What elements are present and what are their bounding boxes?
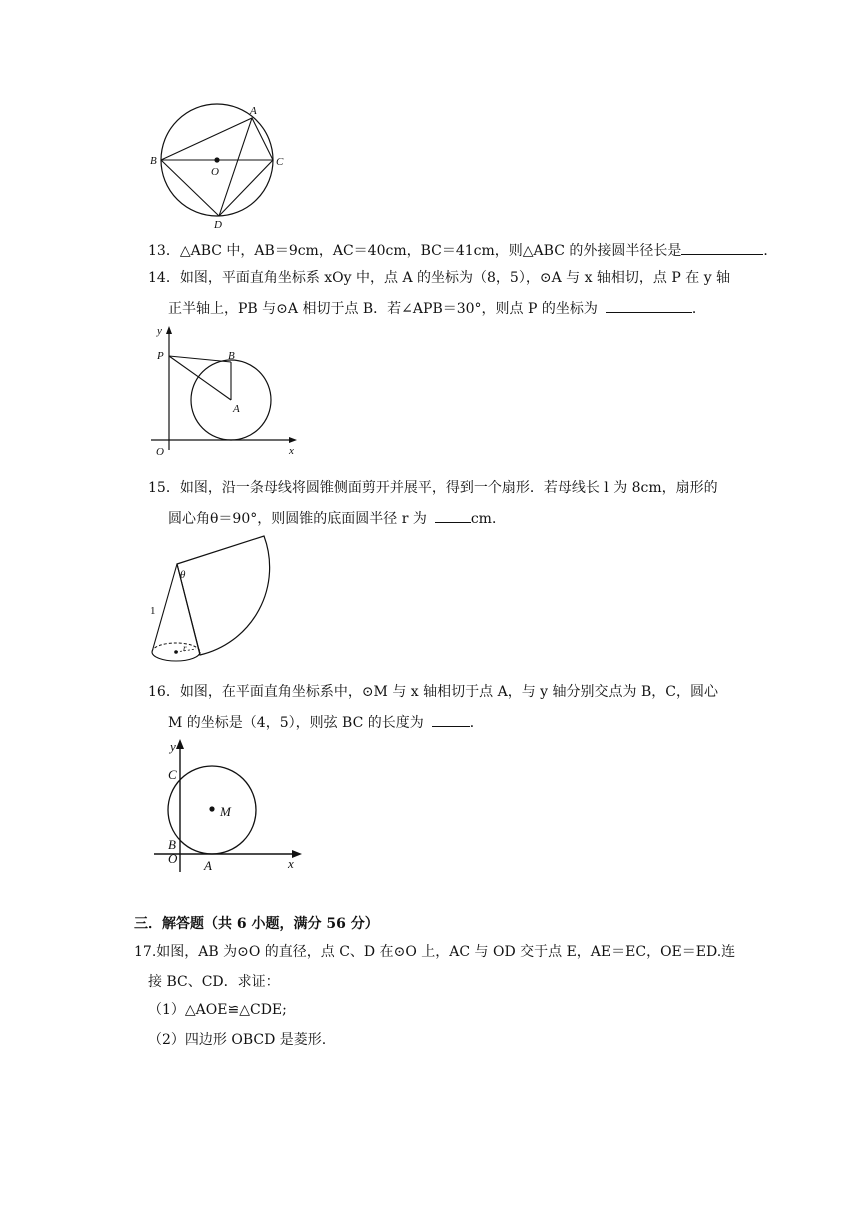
question-17-number: 17.	[134, 944, 157, 960]
label-theta: θ	[180, 569, 186, 581]
label-y: y	[157, 325, 162, 337]
label-l: 1	[150, 605, 156, 617]
question-15-line-2: 圆心角θ＝90°，则圆锥的底面圆半径 r 为 cm．	[168, 508, 506, 529]
label-B: B	[150, 155, 157, 167]
label-y: y	[170, 739, 176, 754]
label-x: x	[288, 856, 294, 871]
question-13-text: △ABC 中，AB＝9cm，AC＝40cm，BC＝41cm，则△ABC 的外接圆半径长是	[179, 243, 682, 259]
question-17-line-1: 17.如图，AB 为⊙O 的直径，点 C、D 在⊙O 上，AC 与 OD 交于点 E，AE＝EC，OE＝ED.连	[134, 944, 736, 960]
label-B: B	[168, 837, 176, 852]
section-3-heading: 三．解答题（共 6 小题，满分 56 分）	[134, 916, 379, 932]
answer-blank-15[interactable]	[435, 508, 471, 523]
label-O: O	[156, 446, 164, 458]
question-13-number: 13．	[148, 243, 180, 259]
question-16-line-1: 16．如图，在平面直角坐标系中，⊙M 与 x 轴相切于点 A，与 y 轴分别交点为 B，C，圆心	[148, 684, 718, 700]
label-M: M	[220, 804, 231, 819]
label-O: O	[211, 166, 219, 178]
question-14-line-1: 14．如图，平面直角坐标系 xOy 中，点 A 的坐标为（8，5），⊙A 与 x 轴相切，点 P 在 y 轴	[148, 270, 731, 286]
label-B: B	[228, 350, 235, 362]
question-13: 13．△ABC 中，AB＝9cm，AC＝40cm，BC＝41cm，则△ABC 的外接圆半径长是 ．	[148, 240, 777, 261]
question-17-line-2: 接 BC、CD．求证：	[148, 974, 280, 990]
answer-blank-13[interactable]	[681, 240, 763, 255]
coordinate-tangent-figure	[145, 322, 305, 462]
question-15-number: 15．	[148, 480, 180, 496]
answer-blank-14[interactable]	[606, 298, 692, 313]
label-A: A	[233, 403, 240, 415]
label-A: A	[204, 858, 212, 873]
question-17-part-1: （1）△AOE≌△CDE;	[148, 1002, 287, 1018]
question-16-line-2: M 的坐标是（4，5），则弦 BC 的长度为 ．	[168, 712, 484, 733]
label-x: x	[289, 445, 294, 457]
question-17-part-2: （2）四边形 OBCD 是菱形.	[148, 1032, 327, 1048]
label-P: P	[157, 350, 164, 362]
question-14-number: 14．	[148, 270, 180, 286]
question-16-number: 16．	[148, 684, 180, 700]
label-D: D	[214, 219, 222, 230]
label-A: A	[250, 105, 257, 117]
circle-axes-figure	[150, 736, 310, 876]
label-O: O	[168, 851, 178, 866]
question-15-line-1: 15．如图，沿一条母线将圆锥侧面剪开并展平，得到一个扇形．若母线长 l 为 8cm，扇形的	[148, 480, 718, 496]
question-14-line-2: 正半轴上，PB 与⊙A 相切于点 B．若∠APB＝30°，则点 P 的坐标为 ．	[168, 298, 706, 319]
label-C: C	[168, 767, 177, 782]
circle-quadrilateral-figure	[140, 100, 300, 230]
answer-blank-16[interactable]	[432, 712, 470, 727]
cone-sector-figure	[140, 530, 280, 670]
label-C: C	[276, 156, 284, 168]
label-r: r	[183, 643, 187, 653]
